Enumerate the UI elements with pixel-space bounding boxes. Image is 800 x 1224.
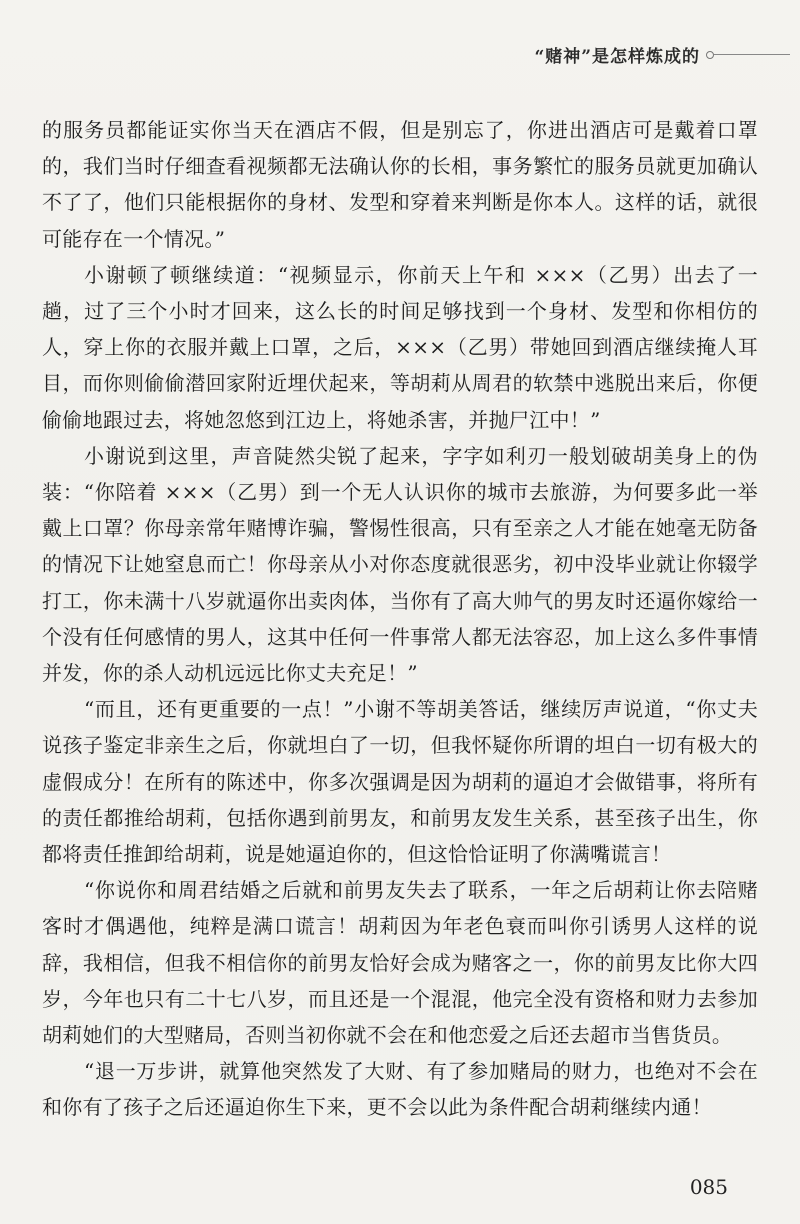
paragraph: “你说你和周君结婚之后就和前男友失去了联系，一年之后胡莉让你去陪赌客时才偶遇他，纯粹是满口谎言！胡莉因为年老色衰而叫你引诱男人这样的说辞，我相信，但我不相信你的前男友恰好会成为赌客之一，你的前男友比你大四岁，今年也只有二十七八岁，而且还是一个混混，他完全没有资格和财力去参加胡莉她们的大型赌局，否则当初你就不会在和他恋爱之后还去超市当售货员。	[42, 878, 758, 1048]
running-header	[534, 42, 790, 67]
paragraph: “而且，还有更重要的一点！”小谢不等胡美答话，继续厉声说道，“你丈夫说孩子鉴定非亲生之后，你就坦白了一切，但我怀疑你所谓的坦白一切有极大的虚假成分！在所有的陈述中，你多次强调是因为胡莉的逼迫才会做错事，将所有的责任都推给胡莉，包括你遇到前男友，和前男友发生关系，甚至孩子出生，你都将责任推卸给胡莉，说是她逼迫你的，但这恰恰证明了你满嘴谎言！	[42, 697, 758, 867]
paragraph: 小谢说到这里，声音陡然尖锐了起来，字字如利刃一般划破胡美身上的伪装：“你陪着 ×××（乙男）到一个无人认识你的城市去旅游，为何要多此一举戴上口罩？你母亲常年赌博诈骗，警惕性很高，只有至亲之人才能在她毫无防备的情况下让她窒息而亡！你母亲从小对你态度就很恶劣，初中没毕业就让你辍学打工，你未满十八岁就逼你出卖肉体，当你有了高大帅气的男友时还逼你嫁给一个没有任何感情的男人，这其中任何一件事常人都无法容忍，加上这么多件事情并发，你的杀人动机远远比你丈夫充足！”	[42, 443, 758, 686]
body-text	[42, 112, 758, 1126]
page-number: 085	[689, 1175, 728, 1199]
paragraph: “退一万步讲，就算他突然发了大财、有了参加赌局的财力，也绝对不会在和你有了孩子之后还逼迫你生下来，更不会以此为条件配合胡莉继续内通！	[42, 1059, 758, 1120]
paragraph: 小谢顿了顿继续道：“视频显示，你前天上午和 ×××（乙男）出去了一趟，过了三个小时才回来，这么长的时间足够找到一个身材、发型和你相仿的人，穿上你的衣服并戴上口罩，之后，×××（乙男）带她回到酒店继续掩人耳目，而你则偷偷潜回家附近埋伏起来，等胡莉从周君的软禁中逃脱出来后，你便偷偷地跟过去，将她忽悠到江边上，将她杀害，并抛尸江中！”	[42, 262, 758, 432]
paragraph: 的服务员都能证实你当天在酒店不假，但是别忘了，你进出酒店可是戴着口罩的，我们当时仔细查看视频都无法确认你的长相，事务繁忙的服务员就更加确认不了了，他们只能根据你的身材、发型和穿着来判断是你本人。这样的话，就很可能存在一个情况。”	[42, 118, 758, 251]
chapter-title: “赌神”是怎样炼成的	[534, 47, 700, 67]
header-ornament-icon	[706, 51, 790, 59]
